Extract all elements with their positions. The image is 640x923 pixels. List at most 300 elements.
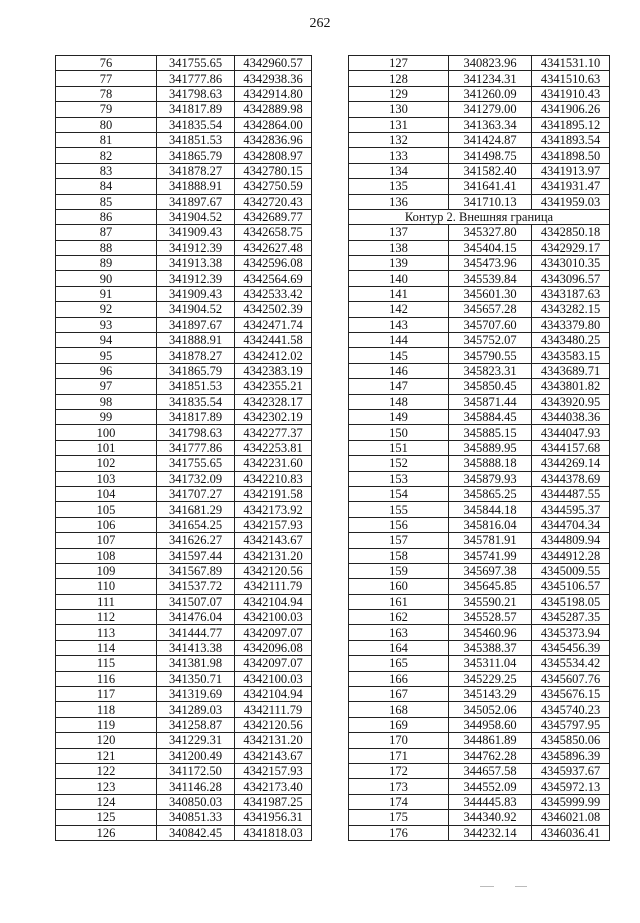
y-coordinate-cell: 4345797.95 [532,717,610,732]
point-number-cell: 154 [349,486,449,501]
table-row [56,594,312,609]
x-coordinate-cell: 341567.89 [157,563,235,578]
x-coordinate-cell: 341817.89 [157,409,235,424]
x-coordinate-cell: 341755.65 [157,56,235,71]
x-coordinate-cell: 345229.25 [449,671,532,686]
x-coordinate-cell: 341732.09 [157,471,235,486]
y-coordinate-cell: 4342191.58 [235,486,312,501]
y-coordinate-cell: 4344047.93 [532,425,610,440]
point-number-cell: 99 [56,409,157,424]
x-coordinate-cell: 345888.18 [449,456,532,471]
table-row [56,656,312,671]
y-coordinate-cell: 4343801.82 [532,379,610,394]
x-coordinate-cell: 341865.79 [157,148,235,163]
point-number-cell: 129 [349,86,449,101]
table-row [349,379,610,394]
y-coordinate-cell: 4344912.28 [532,548,610,563]
x-coordinate-cell: 341476.04 [157,610,235,625]
point-number-cell: 77 [56,71,157,86]
table-row [349,640,610,655]
table-row [349,810,610,825]
table-row [56,794,312,809]
x-coordinate-cell: 341897.67 [157,317,235,332]
table-row [56,517,312,532]
x-coordinate-cell: 341172.50 [157,763,235,778]
x-coordinate-cell: 341865.79 [157,363,235,378]
table-row [349,456,610,471]
y-coordinate-cell: 4343480.25 [532,333,610,348]
table-row [56,56,312,71]
y-coordinate-cell: 4344269.14 [532,456,610,471]
point-number-cell: 114 [56,640,157,655]
table-row [56,702,312,717]
y-coordinate-cell: 4345972.13 [532,779,610,794]
x-coordinate-cell: 341654.25 [157,517,235,532]
x-coordinate-cell: 345697.38 [449,563,532,578]
y-coordinate-cell: 4342111.79 [235,579,312,594]
table-row [56,102,312,117]
y-coordinate-cell: 4341531.10 [532,56,610,71]
y-coordinate-cell: 4342097.07 [235,625,312,640]
x-coordinate-cell: 345781.91 [449,533,532,548]
x-coordinate-cell: 341319.69 [157,687,235,702]
table-row [56,225,312,240]
x-coordinate-cell: 344445.83 [449,794,532,809]
x-coordinate-cell: 345871.44 [449,394,532,409]
table-row [56,748,312,763]
y-coordinate-cell: 4342120.56 [235,717,312,732]
y-coordinate-cell: 4342100.03 [235,671,312,686]
x-coordinate-cell: 345844.18 [449,502,532,517]
x-coordinate-cell: 345885.15 [449,425,532,440]
x-coordinate-cell: 341626.27 [157,533,235,548]
table-row [349,132,610,147]
point-number-cell: 91 [56,286,157,301]
table-row [56,763,312,778]
table-row [349,333,610,348]
point-number-cell: 88 [56,240,157,255]
y-coordinate-cell: 4342131.20 [235,548,312,563]
table-row [349,271,610,286]
y-coordinate-cell: 4345534.42 [532,656,610,671]
table-row [349,825,610,840]
point-number-cell: 96 [56,363,157,378]
point-number-cell: 124 [56,794,157,809]
x-coordinate-cell: 341912.39 [157,240,235,255]
y-coordinate-cell: 4346036.41 [532,825,610,840]
point-number-cell: 81 [56,132,157,147]
y-coordinate-cell: 4342157.93 [235,517,312,532]
x-coordinate-cell: 345143.29 [449,687,532,702]
x-coordinate-cell: 341381.98 [157,656,235,671]
point-number-cell: 97 [56,379,157,394]
x-coordinate-cell: 341835.54 [157,394,235,409]
point-number-cell: 162 [349,610,449,625]
point-number-cell: 118 [56,702,157,717]
table-row [56,163,312,178]
table-row [349,194,610,209]
point-number-cell: 80 [56,117,157,132]
y-coordinate-cell: 4342120.56 [235,563,312,578]
table-row [349,302,610,317]
table-row [349,240,610,255]
y-coordinate-cell: 4345106.57 [532,579,610,594]
x-coordinate-cell: 345657.28 [449,302,532,317]
point-number-cell: 165 [349,656,449,671]
x-coordinate-cell: 341835.54 [157,117,235,132]
point-number-cell: 128 [349,71,449,86]
table-row [349,471,610,486]
point-number-cell: 156 [349,517,449,532]
y-coordinate-cell: 4344487.55 [532,486,610,501]
point-number-cell: 120 [56,733,157,748]
table-row [56,486,312,501]
y-coordinate-cell: 4345937.67 [532,763,610,778]
table-row [56,240,312,255]
x-coordinate-cell: 345741.99 [449,548,532,563]
point-number-cell: 159 [349,563,449,578]
y-coordinate-cell: 4344038.36 [532,409,610,424]
x-coordinate-cell: 344861.89 [449,733,532,748]
point-number-cell: 104 [56,486,157,501]
y-coordinate-cell: 4342104.94 [235,687,312,702]
y-coordinate-cell: 4343096.57 [532,271,610,286]
point-number-cell: 89 [56,256,157,271]
y-coordinate-cell: 4343010.35 [532,256,610,271]
y-coordinate-cell: 4345373.94 [532,625,610,640]
y-coordinate-cell: 4344704.34 [532,517,610,532]
point-number-cell: 103 [56,471,157,486]
x-coordinate-cell: 341258.87 [157,717,235,732]
x-coordinate-cell: 341260.09 [449,86,532,101]
point-number-cell: 145 [349,348,449,363]
y-coordinate-cell: 4342938.36 [235,71,312,86]
x-coordinate-cell: 341363.34 [449,117,532,132]
y-coordinate-cell: 4345896.39 [532,748,610,763]
table-row [349,363,610,378]
point-number-cell: 112 [56,610,157,625]
point-number-cell: 160 [349,579,449,594]
x-coordinate-cell: 341350.71 [157,671,235,686]
table-row [349,56,610,71]
point-number-cell: 153 [349,471,449,486]
x-coordinate-cell: 345865.25 [449,486,532,501]
point-number-cell: 111 [56,594,157,609]
point-number-cell: 98 [56,394,157,409]
x-coordinate-cell: 341912.39 [157,271,235,286]
table-row [56,132,312,147]
y-coordinate-cell: 4345456.39 [532,640,610,655]
y-coordinate-cell: 4342131.20 [235,733,312,748]
y-coordinate-cell: 4342096.08 [235,640,312,655]
point-number-cell: 172 [349,763,449,778]
table-row [349,317,610,332]
point-number-cell: 86 [56,209,157,224]
x-coordinate-cell: 344232.14 [449,825,532,840]
table-row [56,333,312,348]
x-coordinate-cell: 345645.85 [449,579,532,594]
x-coordinate-cell: 341909.43 [157,225,235,240]
y-coordinate-cell: 4344157.68 [532,440,610,455]
table-row [56,271,312,286]
x-coordinate-cell: 345388.37 [449,640,532,655]
scan-artifact [515,886,527,887]
table-row [349,148,610,163]
table-row [56,209,312,224]
x-coordinate-cell: 341200.49 [157,748,235,763]
point-number-cell: 134 [349,163,449,178]
table-row [56,825,312,840]
point-number-cell: 169 [349,717,449,732]
table-row [56,86,312,101]
y-coordinate-cell: 4342627.48 [235,240,312,255]
point-number-cell: 106 [56,517,157,532]
point-number-cell: 85 [56,194,157,209]
point-number-cell: 119 [56,717,157,732]
y-coordinate-cell: 4342689.77 [235,209,312,224]
contour-heading: Контур 2. Внешняя граница [349,209,610,224]
table-row [349,225,610,240]
y-coordinate-cell: 4345740.23 [532,702,610,717]
x-coordinate-cell: 341817.89 [157,102,235,117]
table-row [56,425,312,440]
x-coordinate-cell: 341798.63 [157,425,235,440]
table-row [349,163,610,178]
table-row [56,471,312,486]
y-coordinate-cell: 4342658.75 [235,225,312,240]
point-number-cell: 87 [56,225,157,240]
y-coordinate-cell: 4341895.12 [532,117,610,132]
table-row [56,717,312,732]
point-number-cell: 122 [56,763,157,778]
point-number-cell: 152 [349,456,449,471]
x-coordinate-cell: 345404.15 [449,240,532,255]
table-row [56,640,312,655]
point-number-cell: 82 [56,148,157,163]
point-number-cell: 158 [349,548,449,563]
x-coordinate-cell: 341878.27 [157,163,235,178]
table-row [349,71,610,86]
table-row [349,748,610,763]
coordinates-table-right [348,55,610,841]
x-coordinate-cell: 345790.55 [449,348,532,363]
x-coordinate-cell: 340851.33 [157,810,235,825]
table-row [56,456,312,471]
point-number-cell: 131 [349,117,449,132]
x-coordinate-cell: 341289.03 [157,702,235,717]
x-coordinate-cell: 344762.28 [449,748,532,763]
point-number-cell: 132 [349,132,449,147]
x-coordinate-cell: 341507.07 [157,594,235,609]
table-row [56,810,312,825]
point-number-cell: 123 [56,779,157,794]
y-coordinate-cell: 4341931.47 [532,179,610,194]
x-coordinate-cell: 341537.72 [157,579,235,594]
scan-artifact [480,886,494,887]
point-number-cell: 167 [349,687,449,702]
table-row [56,409,312,424]
table-row [56,625,312,640]
x-coordinate-cell: 341424.87 [449,132,532,147]
x-coordinate-cell: 341710.13 [449,194,532,209]
y-coordinate-cell: 4343187.63 [532,286,610,301]
point-number-cell: 102 [56,456,157,471]
point-number-cell: 140 [349,271,449,286]
y-coordinate-cell: 4345850.06 [532,733,610,748]
y-coordinate-cell: 4342100.03 [235,610,312,625]
y-coordinate-cell: 4341959.03 [532,194,610,209]
point-number-cell: 125 [56,810,157,825]
table-row [349,594,610,609]
table-row [349,779,610,794]
y-coordinate-cell: 4342231.60 [235,456,312,471]
y-coordinate-cell: 4342889.98 [235,102,312,117]
x-coordinate-cell: 341897.67 [157,194,235,209]
y-coordinate-cell: 4342596.08 [235,256,312,271]
x-coordinate-cell: 341851.53 [157,379,235,394]
point-number-cell: 105 [56,502,157,517]
x-coordinate-cell: 341777.86 [157,71,235,86]
point-number-cell: 101 [56,440,157,455]
y-coordinate-cell: 4345009.55 [532,563,610,578]
table-row [56,379,312,394]
point-number-cell: 147 [349,379,449,394]
y-coordinate-cell: 4342383.19 [235,363,312,378]
x-coordinate-cell: 341888.91 [157,179,235,194]
point-number-cell: 164 [349,640,449,655]
x-coordinate-cell: 340842.45 [157,825,235,840]
point-number-cell: 163 [349,625,449,640]
point-number-cell: 110 [56,579,157,594]
x-coordinate-cell: 341146.28 [157,779,235,794]
y-coordinate-cell: 4345607.76 [532,671,610,686]
x-coordinate-cell: 341681.29 [157,502,235,517]
x-coordinate-cell: 344552.09 [449,779,532,794]
table-row [56,533,312,548]
point-number-cell: 127 [349,56,449,71]
point-number-cell: 94 [56,333,157,348]
y-coordinate-cell: 4345287.35 [532,610,610,625]
x-coordinate-cell: 341851.53 [157,132,235,147]
point-number-cell: 150 [349,425,449,440]
point-number-cell: 84 [56,179,157,194]
point-number-cell: 135 [349,179,449,194]
x-coordinate-cell: 341904.52 [157,302,235,317]
point-number-cell: 157 [349,533,449,548]
x-coordinate-cell: 345889.95 [449,440,532,455]
table-row [349,717,610,732]
x-coordinate-cell: 341913.38 [157,256,235,271]
y-coordinate-cell: 4343282.15 [532,302,610,317]
table-row [349,502,610,517]
x-coordinate-cell: 341582.40 [449,163,532,178]
x-coordinate-cell: 340850.03 [157,794,235,809]
point-number-cell: 126 [56,825,157,840]
point-number-cell: 117 [56,687,157,702]
y-coordinate-cell: 4342720.43 [235,194,312,209]
y-coordinate-cell: 4341510.63 [532,71,610,86]
table-row [56,179,312,194]
table-row [349,610,610,625]
y-coordinate-cell: 4342471.74 [235,317,312,332]
point-number-cell: 155 [349,502,449,517]
y-coordinate-cell: 4341818.03 [235,825,312,840]
point-number-cell: 171 [349,748,449,763]
point-number-cell: 93 [56,317,157,332]
point-number-cell: 92 [56,302,157,317]
x-coordinate-cell: 341597.44 [157,548,235,563]
table-row [56,148,312,163]
table-row [349,409,610,424]
page-number: 262 [309,16,331,31]
table-row [349,533,610,548]
y-coordinate-cell: 4341987.25 [235,794,312,809]
x-coordinate-cell: 345823.31 [449,363,532,378]
table-row [56,394,312,409]
table-row [349,256,610,271]
point-number-cell: 142 [349,302,449,317]
y-coordinate-cell: 4342929.17 [532,240,610,255]
point-number-cell: 136 [349,194,449,209]
x-coordinate-cell: 345707.60 [449,317,532,332]
table-row [56,302,312,317]
point-number-cell: 100 [56,425,157,440]
x-coordinate-cell: 345752.07 [449,333,532,348]
table-row [56,71,312,86]
x-coordinate-cell: 341641.41 [449,179,532,194]
x-coordinate-cell: 345590.21 [449,594,532,609]
y-coordinate-cell: 4342157.93 [235,763,312,778]
point-number-cell: 107 [56,533,157,548]
point-number-cell: 79 [56,102,157,117]
point-number-cell: 109 [56,563,157,578]
y-coordinate-cell: 4342173.40 [235,779,312,794]
y-coordinate-cell: 4342836.96 [235,132,312,147]
y-coordinate-cell: 4345198.05 [532,594,610,609]
y-coordinate-cell: 4343583.15 [532,348,610,363]
point-number-cell: 113 [56,625,157,640]
y-coordinate-cell: 4342104.94 [235,594,312,609]
table-row [56,548,312,563]
y-coordinate-cell: 4342502.39 [235,302,312,317]
point-number-cell: 168 [349,702,449,717]
y-coordinate-cell: 4342533.42 [235,286,312,301]
y-coordinate-cell: 4342808.97 [235,148,312,163]
table-row [349,563,610,578]
contour-heading-row [349,209,610,224]
table-row [56,579,312,594]
y-coordinate-cell: 4343920.95 [532,394,610,409]
table-row [349,102,610,117]
y-coordinate-cell: 4342850.18 [532,225,610,240]
point-number-cell: 144 [349,333,449,348]
table-row [56,671,312,686]
point-number-cell: 108 [56,548,157,563]
table-row [349,440,610,455]
y-coordinate-cell: 4342302.19 [235,409,312,424]
y-coordinate-cell: 4342253.81 [235,440,312,455]
y-coordinate-cell: 4341910.43 [532,86,610,101]
table-row [349,179,610,194]
y-coordinate-cell: 4341898.50 [532,148,610,163]
x-coordinate-cell: 345601.30 [449,286,532,301]
point-number-cell: 116 [56,671,157,686]
y-coordinate-cell: 4342412.02 [235,348,312,363]
point-number-cell: 148 [349,394,449,409]
x-coordinate-cell: 345879.93 [449,471,532,486]
x-coordinate-cell: 341798.63 [157,86,235,101]
point-number-cell: 161 [349,594,449,609]
